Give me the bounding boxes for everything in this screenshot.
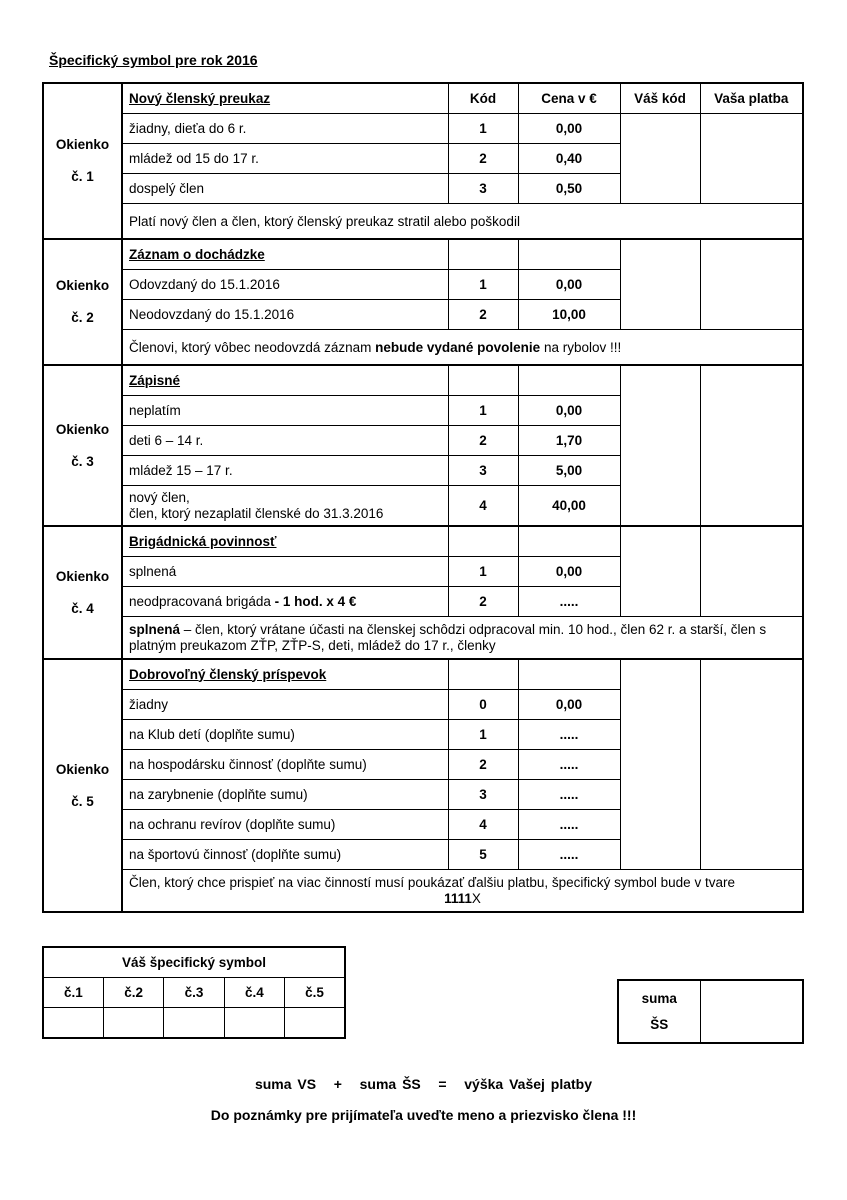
row-code: 2 <box>448 587 518 617</box>
row-code: 1 <box>448 720 518 750</box>
row-price: 1,70 <box>518 426 620 456</box>
row-price: ..... <box>518 750 620 780</box>
your-payment-cell[interactable] <box>700 659 803 870</box>
row-label: žiadny <box>122 690 448 720</box>
row-code: 5 <box>448 840 518 870</box>
row-price: 0,00 <box>518 396 620 426</box>
specific-symbol-table <box>42 946 346 1039</box>
suma-ss-label: suma ŠS <box>618 980 700 1043</box>
row-price: 0,00 <box>518 690 620 720</box>
your-code-cell[interactable] <box>620 114 700 204</box>
row-price: ..... <box>518 720 620 750</box>
header-code: Kód <box>448 83 518 114</box>
row-label: na športovú činnosť (doplňte sumu) <box>122 840 448 870</box>
row-label: žiadny, dieťa do 6 r. <box>122 114 448 144</box>
row-price: ..... <box>518 587 620 617</box>
section-2 <box>43 239 803 365</box>
okienko-label: Okienko č. 1 <box>43 83 122 239</box>
row-price: ..... <box>518 780 620 810</box>
your-payment-cell[interactable] <box>700 114 803 204</box>
section-note: Platí nový člen a člen, ktorý členský preukaz stratil alebo poškodil <box>122 204 803 240</box>
your-payment-cell[interactable] <box>700 365 803 526</box>
row-price: 0,00 <box>518 270 620 300</box>
suma-ss-box <box>617 979 804 1044</box>
section-3 <box>43 365 803 526</box>
okienko-label: Okienko č. 5 <box>43 659 122 912</box>
row-price: ..... <box>518 810 620 840</box>
your-code-cell[interactable] <box>620 526 700 617</box>
row-price: 40,00 <box>518 486 620 527</box>
symbol-input-4[interactable] <box>224 1008 284 1039</box>
row-price: 5,00 <box>518 456 620 486</box>
okienko-label: Okienko č. 2 <box>43 239 122 365</box>
section-heading: Dobrovoľný členský príspevok <box>122 659 448 690</box>
section-1 <box>43 83 803 239</box>
row-price: 10,00 <box>518 300 620 330</box>
section-heading: Nový členský preukaz <box>122 83 448 114</box>
row-code: 3 <box>448 780 518 810</box>
okienko-label: Okienko č. 4 <box>43 526 122 659</box>
your-code-cell[interactable] <box>620 659 700 870</box>
row-code: 2 <box>448 300 518 330</box>
section-heading: Zápisné <box>122 365 448 396</box>
header-price: Cena v € <box>518 83 620 114</box>
row-label: na ochranu revírov (doplňte sumu) <box>122 810 448 840</box>
row-price: 0,40 <box>518 144 620 174</box>
section-4 <box>43 526 803 659</box>
row-code: 3 <box>448 456 518 486</box>
row-label: splnená <box>122 557 448 587</box>
symbol-col-5: č.5 <box>285 978 345 1008</box>
row-code: 1 <box>448 557 518 587</box>
row-label: na hospodársku činnosť (doplňte sumu) <box>122 750 448 780</box>
section-note: Členovi, ktorý vôbec neodovzdá záznam nebude vydané povolenie na rybolov !!! <box>122 330 803 366</box>
row-code: 2 <box>448 750 518 780</box>
suma-ss-input[interactable] <box>700 980 803 1043</box>
row-price: 0,00 <box>518 557 620 587</box>
symbol-col-2: č.2 <box>103 978 163 1008</box>
your-payment-cell[interactable] <box>700 239 803 330</box>
page-title: Špecifický symbol pre rok 2016 <box>49 52 258 68</box>
row-label: dospelý člen <box>122 174 448 204</box>
header-your-payment: Vaša platba <box>700 83 803 114</box>
row-label: Odovzdaný do 15.1.2016 <box>122 270 448 300</box>
row-price: 0,50 <box>518 174 620 204</box>
row-label: Neodovzdaný do 15.1.2016 <box>122 300 448 330</box>
row-price: ..... <box>518 840 620 870</box>
row-code: 2 <box>448 426 518 456</box>
row-label: mládež od 15 do 17 r. <box>122 144 448 174</box>
section-5 <box>43 659 803 912</box>
row-label: neodpracovaná brigáda - 1 hod. x 4 € <box>122 587 448 617</box>
footer-note: Do poznámky pre prijímateľa uveďte meno a priezvisko člena !!! <box>210 1107 637 1123</box>
row-code: 4 <box>448 810 518 840</box>
symbol-col-1: č.1 <box>43 978 103 1008</box>
row-code: 1 <box>448 114 518 144</box>
symbol-form-table <box>42 82 804 913</box>
your-payment-cell[interactable] <box>700 526 803 617</box>
your-code-cell[interactable] <box>620 365 700 526</box>
row-label: neplatím <box>122 396 448 426</box>
row-code: 2 <box>448 144 518 174</box>
symbol-input-1[interactable] <box>43 1008 103 1039</box>
row-code: 0 <box>448 690 518 720</box>
row-code: 1 <box>448 396 518 426</box>
symbol-col-4: č.4 <box>224 978 284 1008</box>
row-label: mládež 15 – 17 r. <box>122 456 448 486</box>
row-label: na Klub detí (doplňte sumu) <box>122 720 448 750</box>
row-label: na zarybnenie (doplňte sumu) <box>122 780 448 810</box>
symbol-input-2[interactable] <box>103 1008 163 1039</box>
header-your-code: Váš kód <box>620 83 700 114</box>
section-heading: Záznam o dochádzke <box>122 239 448 270</box>
okienko-label: Okienko č. 3 <box>43 365 122 526</box>
row-code: 3 <box>448 174 518 204</box>
section-note: splnená – člen, ktorý vrátane účasti na členskej schôdzi odpracoval min. 10 hod., člen 62 r. a starší, člen s platným preukazom ZŤP, ZŤP-S, deti, mládež do 17 r., členky <box>122 617 803 660</box>
symbol-input-5[interactable] <box>285 1008 345 1039</box>
symbol-input-3[interactable] <box>164 1008 224 1039</box>
section-heading: Brigádnická povinnosť <box>122 526 448 557</box>
your-code-cell[interactable] <box>620 239 700 330</box>
payment-formula: suma VS + suma ŠS = výška Vašej platby <box>254 1076 593 1092</box>
row-label: deti 6 – 14 r. <box>122 426 448 456</box>
section-note: Člen, ktorý chce prispieť na viac činností musí poukázať ďalšiu platbu, špecifický symbol bude v tvare 1111X <box>122 870 803 913</box>
row-price: 0,00 <box>518 114 620 144</box>
row-label: nový člen, člen, ktorý nezaplatil členské do 31.3.2016 <box>122 486 448 527</box>
row-code: 4 <box>448 486 518 527</box>
symbol-col-3: č.3 <box>164 978 224 1008</box>
row-code: 1 <box>448 270 518 300</box>
symbol-table-title: Váš špecifický symbol <box>43 947 345 978</box>
